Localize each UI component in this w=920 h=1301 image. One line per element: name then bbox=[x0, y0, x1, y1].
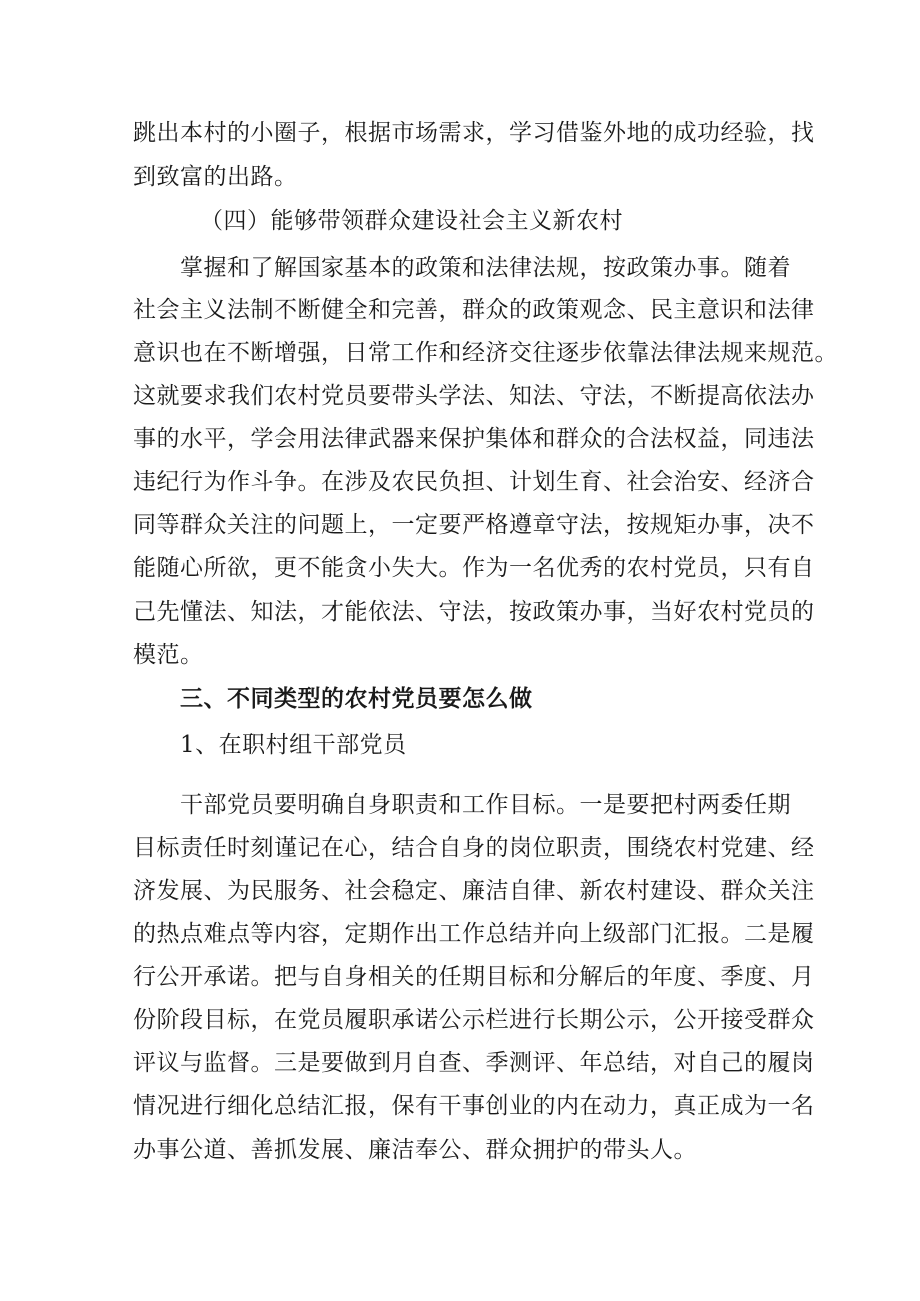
paragraph-line: 同等群众关注的问题上，一定要严格遵章守法，按规矩办事，决不 bbox=[133, 512, 815, 538]
paragraph-line: 目标责任时刻谨记在心，结合自身的岗位职责，围绕农村党建、经 bbox=[133, 835, 815, 861]
paragraph-line: 到致富的出路。 bbox=[133, 164, 298, 190]
paragraph-line: 事的水平，学会用法律武器来保护集体和群众的合法权益，同违法 bbox=[133, 426, 815, 452]
subsection-heading: （四）能够带领群众建设社会主义新农村 bbox=[200, 208, 623, 234]
paragraph-line: 干部党员要明确自身职责和工作目标。一是要把村两委任期 bbox=[180, 792, 791, 818]
paragraph-line: 的热点难点等内容，定期作出工作总结并向上级部门汇报。二是履 bbox=[133, 921, 815, 947]
section-heading: 三、不同类型的农村党员要怎么做 bbox=[180, 686, 533, 712]
paragraph-line: 能随心所欲，更不能贪小失大。作为一名优秀的农村党员，只有自 bbox=[133, 555, 815, 581]
paragraph-line: 办事公道、善抓发展、廉洁奉公、群众拥护的带头人。 bbox=[133, 1137, 697, 1163]
paragraph-line: 跳出本村的小圈子，根据市场需求，学习借鉴外地的成功经验，找 bbox=[133, 120, 815, 146]
paragraph-line: 评议与监督。三是要做到月自查、季测评、年总结，对自己的履岗 bbox=[133, 1050, 815, 1076]
paragraph-line: 济发展、为民服务、社会稳定、廉洁自律、新农村建设、群众关注 bbox=[133, 878, 815, 904]
paragraph-line: 意识也在不断增强，日常工作和经济交往逐步依靠法律法规来规范。 bbox=[133, 340, 838, 366]
paragraph-line: 模范。 bbox=[133, 642, 204, 668]
paragraph-line: 情况进行细化总结汇报，保有干事创业的内在动力，真正成为一名 bbox=[133, 1093, 815, 1119]
paragraph-line: 份阶段目标，在党员履职承诺公示栏进行长期公示，公开接受群众 bbox=[133, 1007, 815, 1033]
paragraph-line: 这就要求我们农村党员要带头学法、知法、守法，不断提高依法办 bbox=[133, 383, 815, 409]
paragraph-line: 掌握和了解国家基本的政策和法律法规，按政策办事。随着 bbox=[180, 255, 791, 281]
paragraph-line: 社会主义法制不断健全和完善，群众的政策观念、民主意识和法律 bbox=[133, 297, 815, 323]
subsection-heading: 1、在职村组干部党员 bbox=[180, 732, 407, 758]
paragraph-line: 己先懂法、知法，才能依法、守法，按政策办事，当好农村党员的 bbox=[133, 599, 815, 625]
paragraph-line: 行公开承诺。把与自身相关的任期目标和分解后的年度、季度、月 bbox=[133, 964, 815, 990]
paragraph-line: 违纪行为作斗争。在涉及农民负担、计划生育、社会治安、经济合 bbox=[133, 469, 815, 495]
